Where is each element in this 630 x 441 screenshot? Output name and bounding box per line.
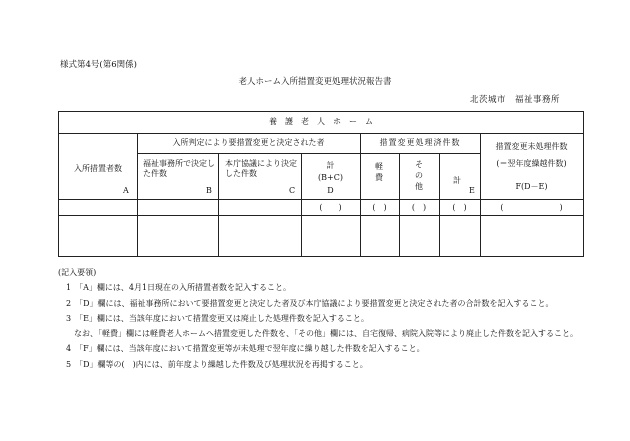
document-title: 老人ホーム入所措置変更処理状況報告書 bbox=[238, 77, 392, 87]
header-total: 計 bbox=[326, 161, 335, 170]
header-other: その他 bbox=[415, 160, 423, 191]
table-rule bbox=[137, 153, 360, 154]
header-nursing-home: 養 護 老 人 ホ ー ム bbox=[269, 117, 373, 126]
office-name: 北茨城市 福祉事務所 bbox=[470, 95, 561, 105]
instructions-heading: (記入要領) bbox=[58, 268, 97, 277]
letter-e: E bbox=[469, 186, 475, 195]
instruction-line: なお、「軽費」欄には軽費老人ホームへ措置変更した件数を、「その他」欄には、自宅復帰、病院入院等により廃止した件数を記入すること。 bbox=[66, 329, 578, 339]
header-processed-total: 計 bbox=[453, 176, 461, 185]
carryover-processed-total: ( ) bbox=[452, 203, 467, 212]
instruction-line: 5 「D」欄等の( )内には、前年度より繰越した件数及び処理状況を再掲すること。 bbox=[66, 359, 368, 369]
header-total-formula: (B+C) bbox=[318, 173, 343, 182]
header-change-decided: 入所判定により要措置変更と決定された者 bbox=[172, 138, 325, 147]
header-light-fee: 軽費 bbox=[375, 162, 383, 182]
letter-a: A bbox=[123, 186, 129, 195]
carryover-total: ( ) bbox=[319, 203, 342, 212]
table-rule bbox=[137, 133, 138, 256]
header-processed: 措置変更処理済件数 bbox=[379, 138, 461, 147]
carryover-pending: ( ) bbox=[500, 203, 563, 212]
header-council-line1: 本庁協議により決定 bbox=[225, 159, 297, 168]
header-pending-formula: F(D－E) bbox=[515, 182, 548, 191]
report-table bbox=[58, 111, 584, 257]
header-council-line2: した件数 bbox=[225, 169, 257, 178]
header-pending: 措置変更未処理件数 bbox=[495, 142, 568, 151]
instructions bbox=[58, 265, 578, 372]
instruction-line: 2 「D」欄には、福祉事務所において要措置変更と決定した者及び本庁協議により要措置変更と決定された者の合計数を記入すること。 bbox=[66, 298, 554, 308]
form-number: 様式第4号(第6関係) bbox=[60, 60, 137, 70]
header-residents: 入所措置者数 bbox=[74, 164, 122, 173]
instruction-line: 1 「A」欄には、4月1日現在の入所措置者数を記入すること。 bbox=[66, 283, 292, 293]
carryover-light-fee: ( ) bbox=[372, 203, 387, 212]
instruction-line: 3 「E」欄には、当該年度において措置変更又は廃止した処理件数を記入すること。 bbox=[66, 313, 369, 323]
letter-c: C bbox=[289, 186, 296, 195]
header-welfare-line2: た件数 bbox=[143, 169, 167, 178]
carryover-other: ( ) bbox=[411, 203, 427, 212]
letter-d: D bbox=[327, 186, 334, 195]
instruction-line: 4 「F」欄には、当該年度において措置変更等が未処理で翌年度に繰り越した件数を記入すること。 bbox=[66, 344, 425, 354]
table-rule bbox=[360, 133, 361, 256]
header-welfare-line1: 福祉事務所で決定し bbox=[143, 159, 215, 168]
table-rule bbox=[360, 153, 480, 154]
letter-b: B bbox=[206, 186, 212, 195]
header-pending-note: (＝翌年度繰越件数) bbox=[496, 159, 567, 168]
table-rule bbox=[218, 153, 219, 256]
